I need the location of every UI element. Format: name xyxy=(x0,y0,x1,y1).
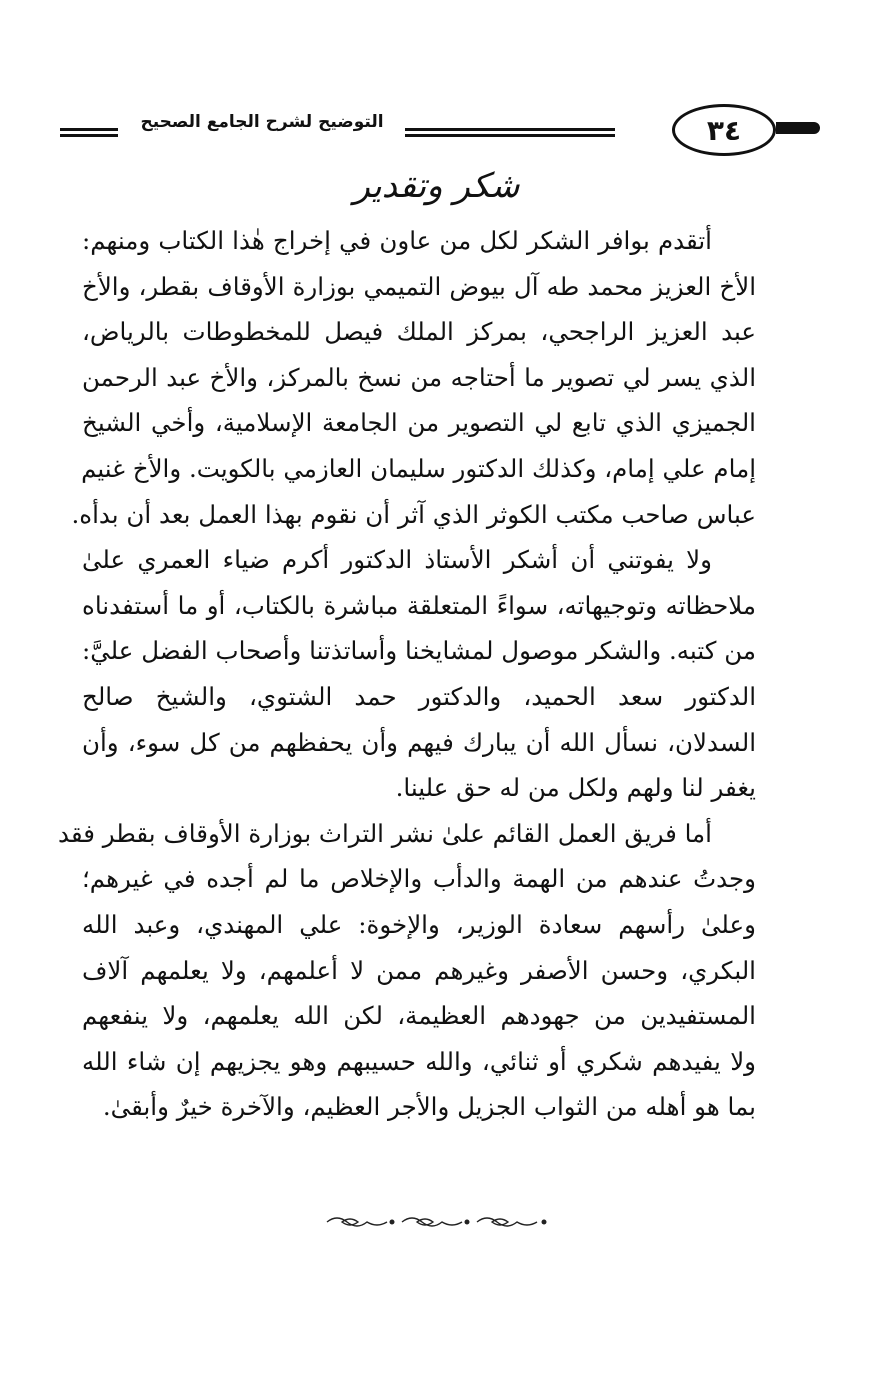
page-number: ٣٤ xyxy=(706,113,742,147)
text-line: السدلان، نسأل الله أن يبارك فيهم وأن يحفظهم من كل سوء، وأن xyxy=(82,727,756,757)
paragraph-3 xyxy=(58,811,800,1130)
ornament-flourish-icon xyxy=(322,1212,552,1232)
text-line: الذي يسر لي تصوير ما أحتاجه من نسخ بالمركز، والأخ عبد الرحمن xyxy=(82,362,756,392)
text-line: ولا يفوتني أن أشكر الأستاذ الدكتور أكرم ضياء العمري علىٰ xyxy=(82,545,712,575)
header-rule-middle xyxy=(405,128,615,137)
text-line: البكري، وحسن الأصفر وغيرهم ممن لا أعلمهم، ولا يعلمهم آلاف xyxy=(82,955,756,985)
text-line: الجميزي الذي تابع لي التصوير من الجامعة الإسلامية، وأخي الشيخ xyxy=(82,408,756,438)
text-line: يغفر لنا ولهم ولكل من له حق علينا. xyxy=(395,773,756,803)
running-title: التوضيح لشرح الجامع الصحيح xyxy=(140,112,384,132)
page-number-frame-tail xyxy=(776,122,820,134)
text-line: الدكتور سعد الحميد، والدكتور حمد الشتوي، والشيخ صالح xyxy=(82,681,756,711)
text-line: أما فريق العمل القائم علىٰ نشر التراث بوزارة الأوقاف بقطر فقد xyxy=(58,818,712,848)
section-title: شكر وتقدير xyxy=(353,166,520,206)
text-line: عبد العزيز الراجحي، بمركز الملك فيصل للمخطوطات بالرياض، xyxy=(82,317,756,347)
body-text xyxy=(58,218,800,1130)
paragraph-1 xyxy=(71,218,800,537)
page-number-frame xyxy=(672,104,776,156)
closing-ornament-icon xyxy=(0,1212,873,1237)
text-line: إمام علي إمام، وكذلك الدكتور سليمان العازمي بالكويت. والأخ غنيم xyxy=(81,453,756,483)
text-line: وعلىٰ رأسهم سعادة الوزير، والإخوة: علي المهندي، وعبد الله xyxy=(82,909,756,939)
text-line: ولا يفيدهم شكري أو ثنائي، والله حسيبهم وهو يجزيهم إن شاء الله xyxy=(82,1046,756,1076)
text-line: وجدتُ عندهم من الهمة والدأب والإخلاص ما لم أجده في غيرهم؛ xyxy=(82,864,756,894)
paragraph-2 xyxy=(82,537,800,811)
text-line: أتقدم بوافر الشكر لكل من عاون في إخراج هٰذا الكتاب ومنهم: xyxy=(82,226,712,255)
page-header xyxy=(60,100,790,164)
text-line: الأخ العزيز محمد طه آل بيوض التميمي بوزارة الأوقاف بقطر، والأخ xyxy=(82,271,756,301)
text-line: من كتبه. والشكر موصول لمشايخنا وأساتذتنا وأصحاب الفضل عليَّ: xyxy=(82,636,756,666)
text-line: ملاحظاته وتوجيهاته، سواءً المتعلقة مباشرة بالكتاب، أو ما أستفدناه xyxy=(82,590,756,620)
text-line: عباس صاحب مكتب الكوثر الذي آثر أن نقوم بهذا العمل بعد أن بدأه. xyxy=(71,499,756,529)
text-line: المستفيدين من جهودهم العظيمة، لكن الله يعلمهم، ولا ينفعهم xyxy=(82,1001,756,1031)
text-line: بما هو أهله من الثواب الجزيل والأجر العظيم، والآخرة خيرٌ وأبقىٰ. xyxy=(102,1092,756,1122)
header-rule-left xyxy=(60,128,118,137)
